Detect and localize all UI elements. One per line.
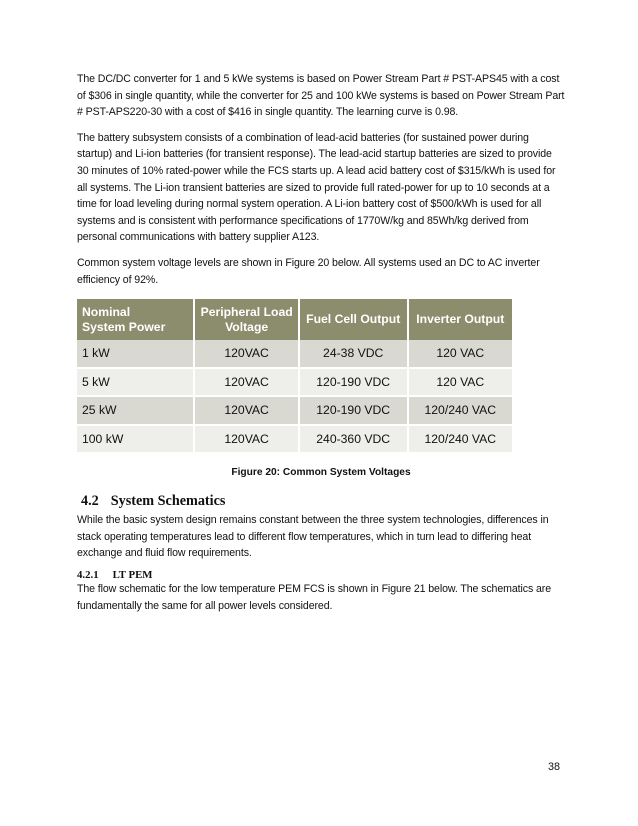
header-nominal-system-power bbox=[77, 299, 194, 340]
table-row bbox=[77, 425, 512, 454]
header-line: Voltage bbox=[225, 319, 269, 334]
section-title: System Schematics bbox=[110, 493, 226, 510]
page-number: 38 bbox=[548, 761, 561, 773]
table-cell: 5 kW bbox=[77, 368, 194, 397]
header-inverter-output bbox=[408, 299, 512, 340]
voltage-table-container bbox=[77, 299, 512, 454]
table-row bbox=[77, 368, 512, 397]
paragraph-system-schematics: While the basic system design remains constant between the three system technologies, differences in stack operating temperatures lead to different flow temperatures, which in turn lead to differing heat exchange and fluid flow requirements. bbox=[77, 514, 549, 560]
header-line: Fuel Cell Output bbox=[306, 312, 401, 327]
header-line: Peripheral Load bbox=[200, 304, 293, 319]
table-cell: 120/240 VAC bbox=[408, 396, 512, 425]
table-cell: 240-360 VDC bbox=[299, 425, 408, 454]
header-peripheral-load-voltage bbox=[194, 299, 298, 340]
table-cell: 120/240 VAC bbox=[408, 425, 512, 454]
section-number: 4.2 bbox=[81, 493, 99, 510]
table-cell: 120-190 VDC bbox=[299, 368, 408, 397]
paragraph-battery-subsystem: The battery subsystem consists of a combination of lead-acid batteries (for sustained power during startup) and Li-ion batteries (for transient response). The lead-acid startup batteries are sized to provide 30 minutes of 10% rated-power while the FCS starts up. A lead acid battery cost of $315/kWh is used for all systems. The Li-ion transient batteries are sized to provide full rated-power for up to 10 seconds at a time for load leveling during normal system operation. A Li-ion battery cost of $500/kWh is used for all systems and is consistent with performance specifications of 1770W/kg and 85Wh/kg derived from personal communications with battery supplier A123. bbox=[77, 131, 556, 244]
section-heading bbox=[81, 493, 565, 510]
subsection-heading bbox=[77, 569, 565, 581]
paragraph-dc-converter: The DC/DC converter for 1 and 5 kWe systems is based on Power Stream Part # PST-APS45 with a cost of $306 in single quantity, while the converter for 25 and 100 kWe systems is based on Power Stream Part # PST-APS220-30 with a cost of $416 in single quantity. The learning curve is 0.98. bbox=[77, 73, 565, 119]
table-cell: 120 VAC bbox=[408, 340, 512, 368]
figure-caption: Figure 20: Common System Voltages bbox=[231, 467, 411, 479]
table-cell: 25 kW bbox=[77, 396, 194, 425]
header-line: Nominal bbox=[82, 304, 131, 319]
table-cell: 24-38 VDC bbox=[299, 340, 408, 368]
table-cell: 120VAC bbox=[194, 425, 298, 454]
paragraph-lt-pem: The flow schematic for the low temperature PEM FCS is shown in Figure 21 below. The schematics are fundamentally the same for all power levels considered. bbox=[77, 582, 551, 612]
subsection-title: LT PEM bbox=[112, 568, 153, 581]
header-fuel-cell-output bbox=[299, 299, 408, 340]
table-cell: 120VAC bbox=[194, 368, 298, 397]
system-voltage-table bbox=[77, 299, 512, 454]
table-cell: 100 kW bbox=[77, 425, 194, 454]
paragraph-voltage-levels: Common system voltage levels are shown in Figure 20 below. All systems used an DC to AC inverter efficiency of 92%. bbox=[77, 256, 540, 286]
table-cell: 120VAC bbox=[194, 340, 298, 368]
subsection-number: 4.2.1 bbox=[77, 568, 99, 581]
header-line: Inverter Output bbox=[416, 312, 505, 327]
table-cell: 120-190 VDC bbox=[299, 396, 408, 425]
table-cell: 120 VAC bbox=[408, 368, 512, 397]
table-row bbox=[77, 396, 512, 425]
header-line: System Power bbox=[82, 319, 166, 334]
table-cell: 120VAC bbox=[194, 396, 298, 425]
table-header-row bbox=[77, 299, 512, 340]
table-row bbox=[77, 340, 512, 368]
table-cell: 1 kW bbox=[77, 340, 194, 368]
document-page bbox=[77, 71, 565, 614]
